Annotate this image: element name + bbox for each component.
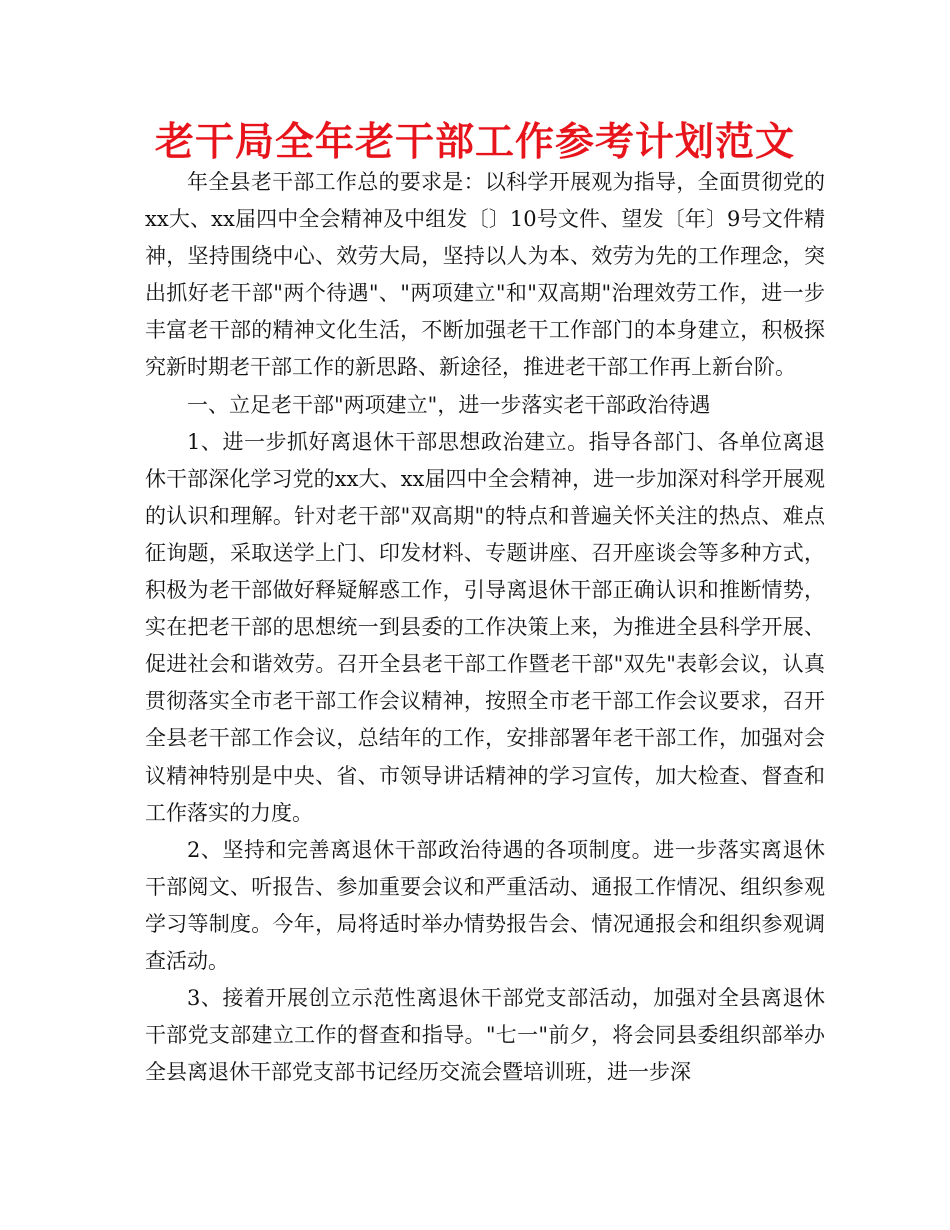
section-heading-1: 一、立足老干部"两项建立"，进一步落实老干部政治待遇 [187,392,711,417]
paragraph-item-2: 2、坚持和完善离退休干部政治待遇的各项制度。进一步落实离退休干部阅文、听报告、参加重要会议和严重活动、通报工作情况、组织参观学习等制度。今年，局将适时举办情势报告会、情况通报会和组织参观调查活动。 [145,837,825,973]
document-title: 老干局全年老干部工作参考计划范文 [154,120,795,165]
paragraph-item-3: 3、接着开展创立示范性离退休干部党支部活动，加强对全县离退休干部党支部建立工作的督查和指导。"七一"前夕，将会同县委组织部举办全县离退休干部党支部书记经历交流会暨培训班，进一步深 [145,986,825,1085]
paragraph-item-1: 1、进一步抓好离退休干部思想政治建立。指导各部门、各单位离退休干部深化学习党的xx大、xx届四中全会精神，进一步加深对科学开展观的认识和理解。针对老干部"双高期"的特点和普遍关怀关注的热点、难点征询题，采取送学上门、印发材料、专题讲座、召开座谈会等多种方式，积极为老干部做好释疑解惑工作，引导离退休干部正确认识和推断情势，实在把老干部的思想统一到县委的工作决策上来，为推进全县科学开展、促进社会和谐效劳。召开全县老干部工作暨老干部"双先"表彰会议，认真贯彻落实全市老干部工作会议精神，按照全市老干部工作会议要求，召开全县老干部工作会议，总结年的工作，安排部署年老干部工作，加强对会议精神特别是中央、省、市领导讲话精神的学习宣传，加大检查、督查和工作落实的力度。 [145,429,825,825]
paragraph-intro: 年全县老干部工作总的要求是：以科学开展观为指导，全面贯彻党的xx大、xx届四中全会精神及中组发〔〕10号文件、望发〔年〕9号文件精神，坚持围绕中心、效劳大局，坚持以人为本、效劳为先的工作理念，突出抓好老干部"两个待遇"、"两项建立"和"双高期"治理效劳工作，进一步丰富老干部的精神文化生活，不断加强老干工作部门的本身建立，积极探究新时期老干部工作的新思路、新途径，推进老干部工作再上新台阶。 [145,170,825,380]
document-body [145,164,825,1091]
